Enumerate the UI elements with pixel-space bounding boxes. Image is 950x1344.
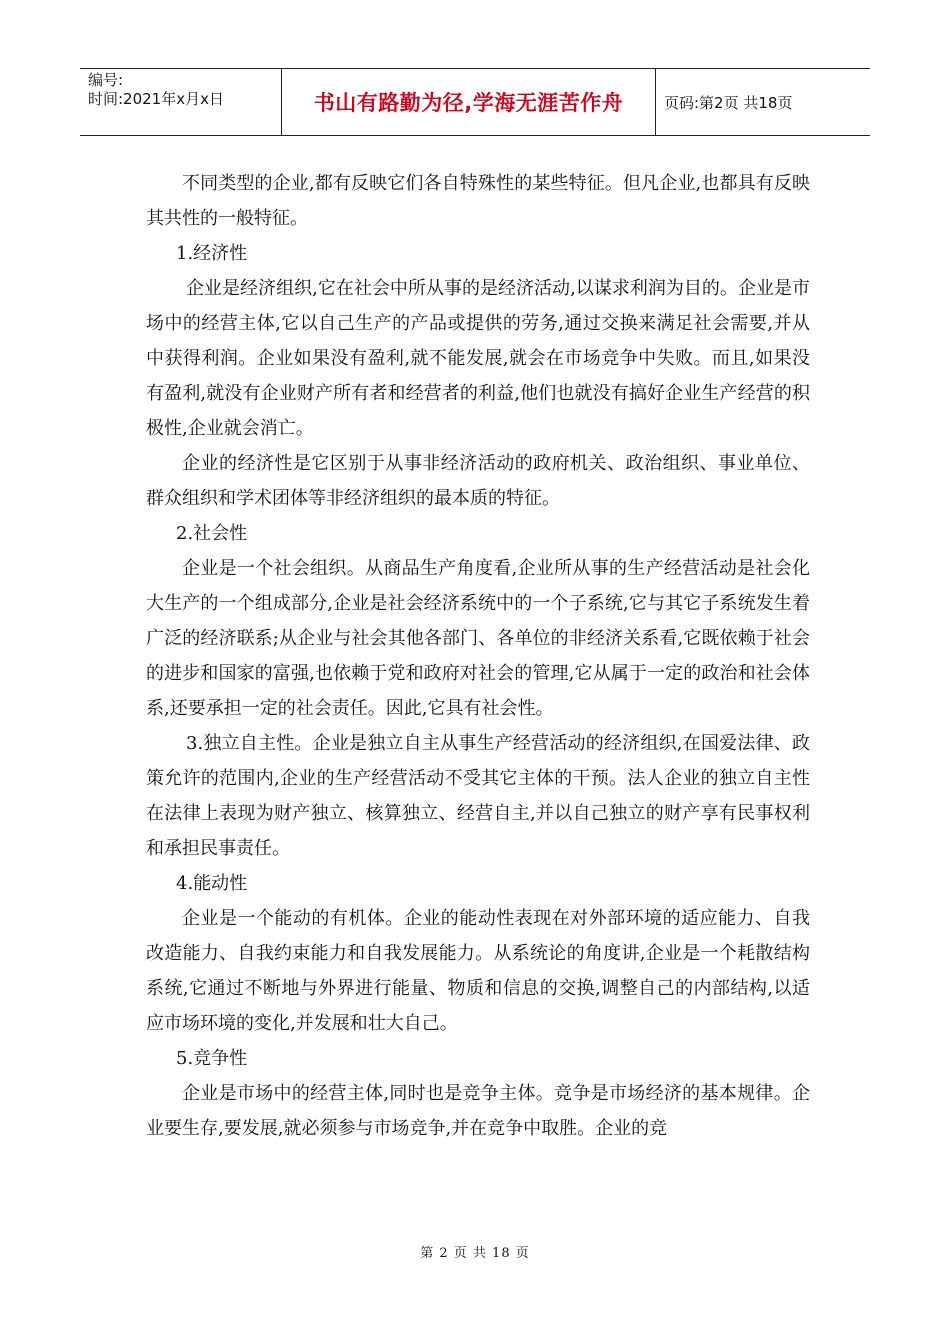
section-4-title: 4.能动性 [176,873,248,894]
header-number-label: 编号: [88,71,124,89]
header-meta [80,69,282,135]
header-page-info: 页码:第2页 共18页 [664,93,793,112]
section-1-paragraph-2: 企业的经济性是它区别于从事非经济活动的政府机关、政治组织、事业单位、群众组织和学术团体等非经济组织的最本质的特征。 [146,453,810,509]
section-4-paragraph-1: 企业是一个能动的有机体。企业的能动性表现在对外部环境的适应能力、自我改造能力、自我约束能力和自我发展能力。从系统论的角度讲,企业是一个耗散结构系统,它通过不断地与外界进行能量、物质和信息的交换,调整自己的内部结构,以适应市场环境的变化,并发展和壮大自己。 [146,908,810,1034]
section-5-paragraph-1: 企业是市场中的经营主体,同时也是竞争主体。竞争是市场经济的基本规律。企业要生存,要发展,就必须参与市场竞争,并在竞争中取胜。企业的竞 [146,1083,810,1139]
header-date: 时间:2021年x月x日 [88,90,224,108]
page-header [80,68,870,136]
page-footer: 第 2 页 共 18 页 [420,1246,530,1261]
document-body [146,166,810,1146]
section-5-title: 5.竞争性 [176,1048,248,1069]
section-2-title: 2.社会性 [176,523,248,544]
header-motto-cell [282,69,656,135]
intro-paragraph: 不同类型的企业,都有反映它们各自特殊性的某些特征。但凡企业,也都具有反映其共性的一般特征。 [146,173,810,229]
section-1-paragraph-1: 企业是经济组织,它在社会中所从事的是经济活动,以谋求利润为目的。企业是市场中的经营主体,它以自己生产的产品或提供的劳务,通过交换来满足社会需要,并从中获得利润。企业如果没有盈利,就不能发展,就会在市场竞争中失败。而且,如果没有盈利,就没有企业财产所有者和经营者的利益,他们也就没有搞好企业生产经营的积极性,企业就会消亡。 [146,278,810,439]
section-3-paragraph: 3.独立自主性。企业是独立自主从事生产经营活动的经济组织,在国爱法律、政策允许的范围内,企业的生产经营活动不受其它主体的干预。法人企业的独立自主性在法律上表现为财产独立、核算独立、经营自主,并以自己独立的财产享有民事权利和承担民事责任。 [146,733,810,859]
section-2-paragraph-1: 企业是一个社会组织。从商品生产角度看,企业所从事的生产经营活动是社会化大生产的一个组成部分,企业是社会经济系统中的一个子系统,它与其它子系统发生着广泛的经济联系;从企业与社会其他各部门、各单位的非经济关系看,它既依赖于社会的进步和国家的富强,也依赖于党和政府对社会的管理,它从属于一定的政治和社会体系,还要承担一定的社会责任。因此,它具有社会性。 [146,558,810,719]
header-motto: 书山有路勤为径,学海无涯苦作舟 [313,91,624,115]
section-1-title: 1.经济性 [176,243,248,264]
